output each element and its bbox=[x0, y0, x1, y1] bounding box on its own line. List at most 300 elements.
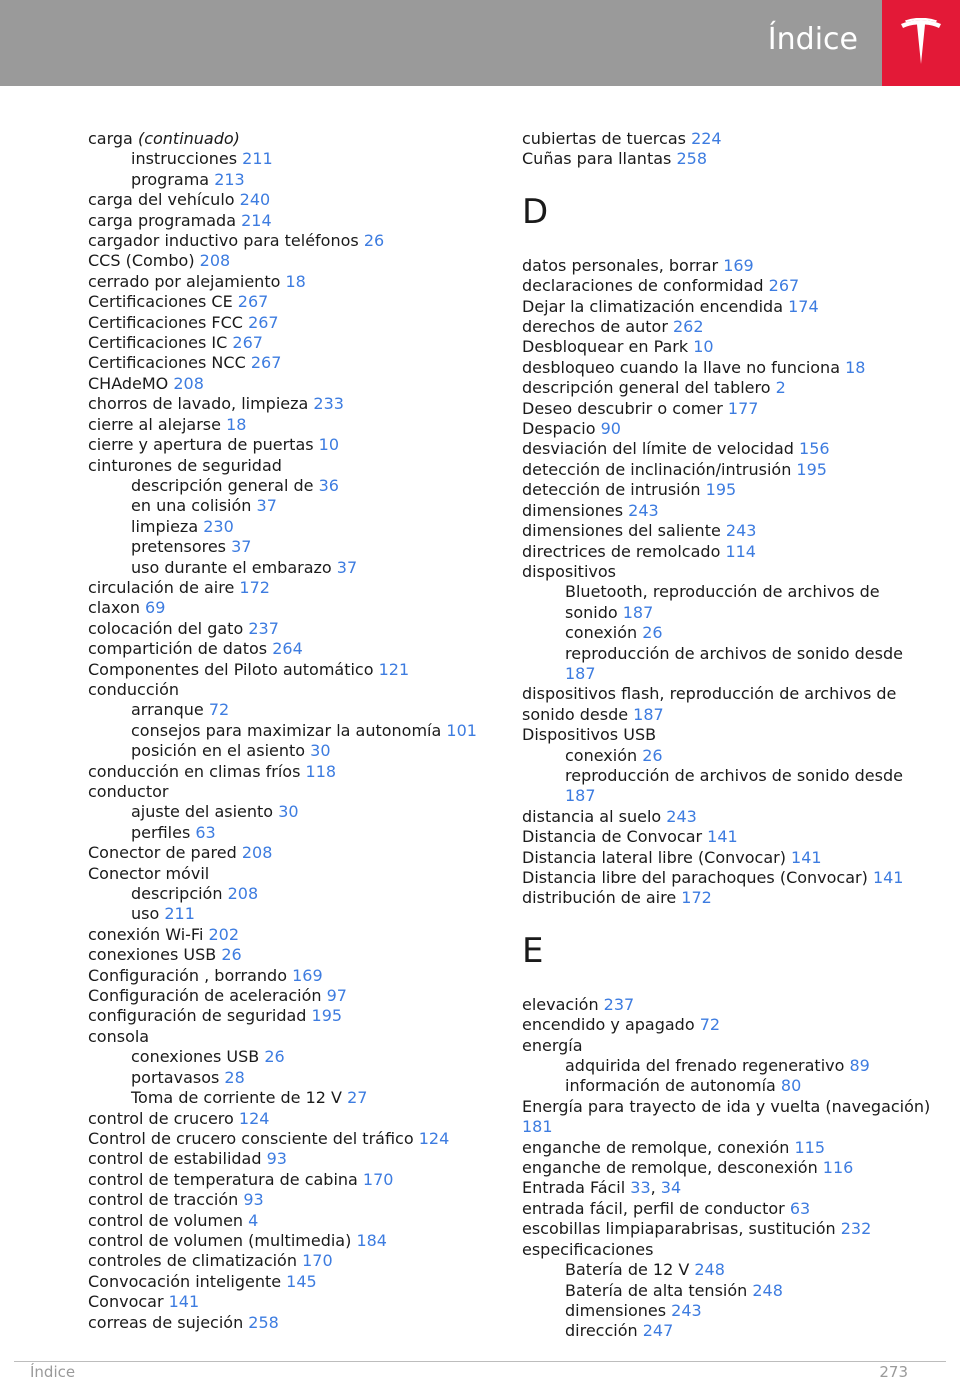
index-subentry bbox=[522, 1301, 932, 1321]
entry-term: directrices de remolcado bbox=[522, 541, 726, 561]
entry-term: cubiertas de tuercas bbox=[522, 129, 692, 148]
index-entry bbox=[522, 1036, 932, 1056]
index-entry bbox=[88, 272, 488, 292]
page-link[interactable]: 33 bbox=[630, 1178, 651, 1198]
index-entry bbox=[522, 542, 932, 562]
index-entry bbox=[88, 456, 488, 476]
index-subentry bbox=[522, 582, 932, 623]
index-entry bbox=[522, 995, 932, 1015]
entry-term: descripción bbox=[131, 884, 228, 904]
page-link[interactable]: 63 bbox=[195, 822, 216, 842]
page-link[interactable]: 208 bbox=[227, 884, 259, 904]
index-entry bbox=[88, 925, 488, 945]
footer-section-label: Índice bbox=[30, 1363, 76, 1381]
index-subentry bbox=[88, 823, 488, 843]
page-link[interactable]: 187 bbox=[633, 704, 664, 724]
entry-term: portavasos bbox=[131, 1067, 225, 1087]
page-link[interactable]: 26 bbox=[642, 745, 663, 765]
index-subentry bbox=[522, 1056, 932, 1076]
entry-term: encendido y apagado bbox=[522, 1015, 700, 1035]
page-link[interactable]: 267 bbox=[232, 333, 263, 353]
entry-term: distancia al suelo bbox=[522, 806, 667, 826]
index-subentry bbox=[88, 802, 488, 822]
page-link[interactable]: 230 bbox=[203, 516, 234, 536]
entry-term: instrucciones bbox=[131, 149, 243, 169]
page-link[interactable]: 69 bbox=[145, 598, 166, 618]
index-letter-heading: E bbox=[522, 930, 544, 971]
index-entry bbox=[522, 725, 932, 745]
index-entry bbox=[522, 1097, 932, 1138]
index-entry bbox=[88, 1313, 488, 1333]
entry-term: conductor bbox=[88, 782, 169, 801]
entry-term: control de estabilidad bbox=[88, 1149, 267, 1169]
page-link[interactable]: 37 bbox=[336, 557, 358, 577]
index-entry bbox=[88, 986, 488, 1006]
page-link[interactable]: 80 bbox=[780, 1076, 802, 1096]
entry-term: conexiones USB bbox=[131, 1047, 265, 1067]
entry-term: Conector de pared bbox=[88, 843, 242, 863]
entry-term: Batería de 12 V bbox=[565, 1260, 695, 1280]
page-link[interactable]: 195 bbox=[796, 459, 827, 479]
entry-term: dimensiones bbox=[522, 500, 629, 520]
entry-term: CCS (Combo) bbox=[88, 251, 200, 271]
entry-term: dimensiones del saliente bbox=[522, 521, 726, 541]
page-link[interactable]: 18 bbox=[285, 271, 306, 291]
page-link[interactable]: 30 bbox=[278, 802, 299, 822]
page-link[interactable]: 115 bbox=[794, 1137, 826, 1157]
index-entry bbox=[88, 578, 488, 598]
page-link[interactable]: 211 bbox=[164, 904, 195, 924]
page-link[interactable]: 26 bbox=[363, 231, 385, 251]
index-subentry bbox=[522, 1076, 932, 1096]
footer-page-number: 273 bbox=[879, 1363, 908, 1381]
entry-term: uso bbox=[131, 904, 165, 924]
entry-term: detección de intrusión bbox=[522, 480, 706, 500]
page-link[interactable]: 37 bbox=[256, 496, 277, 516]
index-entry bbox=[88, 129, 488, 149]
page-link[interactable]: 30 bbox=[310, 741, 331, 761]
index-entry bbox=[522, 868, 932, 888]
entry-term: posición en el asiento bbox=[131, 741, 311, 761]
entry-term: Conector móvil bbox=[88, 863, 210, 883]
entry-term: Dispositivos USB bbox=[522, 725, 657, 745]
entry-term: dispositivos flash, reproducción de archivos de sonido desde bbox=[522, 684, 897, 724]
page-link[interactable]: 63 bbox=[789, 1198, 811, 1218]
page-link[interactable]: 141 bbox=[872, 868, 904, 887]
page-link[interactable]: 184 bbox=[356, 1230, 387, 1250]
page-link[interactable]: 37 bbox=[231, 537, 252, 557]
index-subentry bbox=[522, 623, 932, 643]
page-link[interactable]: 124 bbox=[238, 1108, 270, 1128]
entry-term: información de autonomía bbox=[565, 1076, 781, 1096]
index-entry bbox=[88, 313, 488, 333]
entry-term: elevación bbox=[522, 994, 604, 1014]
index-subentry bbox=[522, 766, 932, 807]
index-entry bbox=[522, 337, 932, 357]
page-link[interactable]: 187 bbox=[565, 663, 596, 683]
index-subentry bbox=[88, 517, 488, 537]
entry-term: Deseo descubrir o comer bbox=[522, 398, 728, 418]
entry-term: dirección bbox=[565, 1321, 643, 1341]
index-subentry bbox=[88, 558, 488, 578]
entry-term: controles de climatización bbox=[88, 1251, 303, 1271]
entry-term: Convocar bbox=[88, 1292, 169, 1312]
entry-term: Distancia de Convocar bbox=[522, 827, 708, 847]
page-link[interactable]: 4 bbox=[248, 1210, 259, 1230]
index-entry bbox=[88, 1149, 488, 1169]
page-link[interactable]: 170 bbox=[302, 1251, 333, 1271]
page-link[interactable]: 26 bbox=[221, 945, 242, 965]
page-link[interactable]: 243 bbox=[725, 521, 757, 541]
index-entry bbox=[88, 966, 488, 986]
entry-term: Certificaciones CE bbox=[88, 292, 238, 312]
page-title: Índice bbox=[767, 22, 858, 57]
page-link[interactable]: 90 bbox=[600, 419, 621, 439]
index-entry bbox=[522, 480, 932, 500]
entry-term: energía bbox=[522, 1035, 583, 1055]
page-link[interactable]: 26 bbox=[642, 623, 663, 643]
index-entry bbox=[88, 435, 488, 455]
entry-term: Certificaciones FCC bbox=[88, 312, 249, 332]
index-entry bbox=[522, 439, 932, 459]
index-entry bbox=[522, 317, 932, 337]
page-link[interactable]: 247 bbox=[642, 1321, 674, 1341]
page-link[interactable]: 141 bbox=[791, 847, 822, 867]
entry-term: especificaciones bbox=[522, 1239, 654, 1259]
page-link[interactable]: 93 bbox=[243, 1190, 264, 1210]
entry-term: enganche de remolque, conexión bbox=[522, 1137, 795, 1157]
page-link[interactable]: 172 bbox=[239, 577, 270, 597]
page-link[interactable]: 248 bbox=[694, 1260, 725, 1280]
page-link[interactable]: 208 bbox=[173, 373, 204, 393]
index-entry bbox=[88, 1170, 488, 1190]
page-link[interactable]: 18 bbox=[226, 414, 247, 434]
page-link[interactable]: 237 bbox=[248, 618, 279, 638]
page-link[interactable]: 26 bbox=[264, 1047, 285, 1067]
index-entry bbox=[88, 1272, 488, 1292]
entry-term: Desbloquear en Park bbox=[522, 337, 694, 357]
index-subentry bbox=[88, 1047, 488, 1067]
page-link[interactable]: 264 bbox=[272, 639, 303, 659]
page-link[interactable]: 170 bbox=[362, 1169, 394, 1189]
index-subentry bbox=[88, 149, 488, 169]
entry-term: Entrada Fácil bbox=[522, 1178, 631, 1198]
entry-term: arranque bbox=[131, 700, 209, 720]
page-link[interactable]: 18 bbox=[845, 357, 866, 377]
index-entry bbox=[88, 864, 488, 884]
entry-term: conexiones USB bbox=[88, 945, 222, 965]
page-link[interactable]: 141 bbox=[168, 1292, 200, 1312]
index-entry bbox=[522, 1240, 932, 1260]
entry-term: circulación de aire bbox=[88, 577, 240, 597]
page-link[interactable]: 258 bbox=[676, 149, 707, 169]
entry-term: enganche de remolque, desconexión bbox=[522, 1158, 823, 1178]
index-entry bbox=[88, 1006, 488, 1026]
index-entry bbox=[88, 1211, 488, 1231]
index-subentry bbox=[88, 1068, 488, 1088]
entry-term: entrada fácil, perfil de conductor bbox=[522, 1198, 790, 1218]
page-link[interactable]: 101 bbox=[446, 720, 477, 740]
index-subentry bbox=[88, 1088, 488, 1108]
entry-term: detección de inclinación/intrusión bbox=[522, 459, 797, 479]
entry-term: conducción bbox=[88, 679, 179, 699]
page-link[interactable]: 114 bbox=[725, 541, 756, 561]
index-entry bbox=[88, 660, 488, 680]
entry-term: Despacio bbox=[522, 419, 601, 439]
index-subentry bbox=[88, 170, 488, 190]
entry-term: carga programada bbox=[88, 210, 242, 230]
page-link[interactable]: 202 bbox=[208, 924, 240, 944]
page-header bbox=[0, 0, 960, 86]
index-entry bbox=[88, 190, 488, 210]
entry-term: consejos para maximizar la autonomía bbox=[131, 720, 447, 740]
entry-term: control de temperatura de cabina bbox=[88, 1169, 363, 1189]
page-link[interactable]: 213 bbox=[214, 169, 245, 189]
index-entry bbox=[522, 297, 932, 317]
index-entry bbox=[88, 945, 488, 965]
index-entry bbox=[522, 888, 932, 908]
page-link[interactable]: 36 bbox=[318, 475, 339, 495]
page-link[interactable]: 187 bbox=[565, 786, 596, 806]
entry-term: conexión bbox=[565, 623, 643, 643]
index-entry bbox=[522, 807, 932, 827]
page-link[interactable]: 89 bbox=[849, 1056, 870, 1076]
page-link[interactable]: 72 bbox=[208, 700, 230, 720]
entry-term: Configuración de aceleración bbox=[88, 986, 327, 1006]
page-link[interactable]: 267 bbox=[237, 292, 269, 312]
index-subentry bbox=[88, 537, 488, 557]
page-link[interactable]: 237 bbox=[603, 994, 635, 1014]
entry-term: Bluetooth, reproducción de archivos de sonido bbox=[565, 582, 880, 622]
entry-term: descripción general del tablero bbox=[522, 378, 776, 398]
index-entry bbox=[88, 333, 488, 353]
index-subentry bbox=[522, 1281, 932, 1301]
index-entry bbox=[522, 129, 932, 149]
entry-continued-note: (continuado) bbox=[137, 129, 240, 148]
index-entry bbox=[88, 782, 488, 802]
index-entry bbox=[522, 521, 932, 541]
entry-term: escobillas limpiaparabrisas, sustitución bbox=[522, 1219, 841, 1239]
entry-term: Configuración , borrando bbox=[88, 965, 293, 985]
entry-term: cierre al alejarse bbox=[88, 414, 227, 434]
index-entry bbox=[88, 1129, 488, 1149]
index-entry bbox=[88, 1109, 488, 1129]
index-entry: Entrada Fácil 33, 34 bbox=[522, 1178, 682, 1198]
entry-term: control de volumen bbox=[88, 1210, 249, 1230]
page-link[interactable]: 97 bbox=[326, 986, 347, 1006]
entry-term: control de volumen (multimedia) bbox=[88, 1230, 357, 1250]
entry-term: desbloqueo cuando la llave no funciona bbox=[522, 357, 846, 377]
index-entry bbox=[88, 619, 488, 639]
index-column-right bbox=[522, 129, 932, 1342]
index-letter-heading: D bbox=[522, 191, 549, 232]
index-entry bbox=[88, 374, 488, 394]
entry-term: carga bbox=[88, 129, 138, 148]
page-link[interactable]: 10 bbox=[693, 337, 714, 357]
page-link[interactable]: 211 bbox=[242, 149, 273, 169]
index-entry bbox=[522, 378, 932, 398]
entry-term: chorros de lavado, limpieza bbox=[88, 394, 314, 414]
entry-term: Certificaciones IC bbox=[88, 333, 233, 353]
entry-term: colocación del gato bbox=[88, 618, 249, 638]
entry-term: claxon bbox=[88, 598, 146, 618]
index-subentry bbox=[522, 644, 932, 685]
entry-term: limpieza bbox=[131, 516, 204, 536]
index-entry bbox=[522, 1199, 932, 1219]
page-link[interactable]: 224 bbox=[691, 129, 722, 148]
page-link[interactable]: 10 bbox=[318, 435, 340, 455]
page-link[interactable]: 214 bbox=[241, 210, 272, 230]
page-link[interactable]: 93 bbox=[266, 1149, 287, 1169]
entry-term: Batería de alta tensión bbox=[565, 1280, 753, 1300]
entry-term: perfiles bbox=[131, 822, 196, 842]
index-entry bbox=[88, 1231, 488, 1251]
index-entry bbox=[88, 211, 488, 231]
index-entry bbox=[522, 848, 932, 868]
page-link[interactable]: 34 bbox=[660, 1178, 682, 1198]
page-link[interactable]: 267 bbox=[768, 276, 800, 296]
page-link[interactable]: 72 bbox=[699, 1015, 721, 1035]
entry-term: conducción en climas fríos bbox=[88, 761, 306, 781]
index-subentry bbox=[88, 904, 488, 924]
index-entry bbox=[88, 762, 488, 782]
index-entry bbox=[88, 231, 488, 251]
index-entry bbox=[522, 827, 932, 847]
entry-term: datos personales, borrar bbox=[522, 255, 724, 275]
entry-term: configuración de seguridad bbox=[88, 1006, 312, 1026]
entry-term: uso durante el embarazo bbox=[131, 557, 337, 577]
entry-term: CHAdeMO bbox=[88, 373, 174, 393]
entry-term: cierre y apertura de puertas bbox=[88, 435, 319, 455]
entry-term: programa bbox=[131, 169, 215, 189]
index-entry bbox=[522, 1158, 932, 1178]
index-entry bbox=[522, 358, 932, 378]
page-link[interactable]: 208 bbox=[241, 843, 273, 863]
page-link[interactable]: 118 bbox=[305, 761, 337, 781]
page-link[interactable]: 195 bbox=[311, 1006, 343, 1026]
page-link[interactable]: 174 bbox=[788, 296, 819, 316]
entry-term: dimensiones bbox=[565, 1300, 672, 1320]
tesla-logo-icon bbox=[899, 18, 943, 66]
page-link[interactable]: 240 bbox=[239, 190, 271, 210]
page-link[interactable]: 187 bbox=[622, 602, 654, 622]
index-subentry bbox=[88, 741, 488, 761]
page-link[interactable]: 177 bbox=[727, 398, 759, 418]
entry-term: Distancia libre del parachoques (Convocar) bbox=[522, 868, 873, 887]
page-link[interactable]: 243 bbox=[628, 500, 659, 520]
index-subentry bbox=[88, 476, 488, 496]
page-link[interactable]: 208 bbox=[199, 251, 231, 271]
index-subentry bbox=[88, 721, 488, 741]
index-subentry bbox=[88, 496, 488, 516]
page-link[interactable]: 145 bbox=[286, 1271, 317, 1291]
index-column-left bbox=[88, 129, 488, 1333]
index-entry bbox=[522, 276, 932, 296]
page-link[interactable]: 124 bbox=[418, 1128, 450, 1148]
index-subentry bbox=[522, 1321, 932, 1341]
entry-term: ajuste del asiento bbox=[131, 802, 279, 822]
page-link[interactable]: 172 bbox=[681, 888, 712, 908]
index-subentry bbox=[88, 700, 488, 720]
entry-term: Energía para trayecto de ida y vuelta (navegación) bbox=[522, 1096, 931, 1116]
index-entry bbox=[522, 562, 932, 582]
entry-term: cargador inductivo para teléfonos bbox=[88, 231, 364, 251]
page-link[interactable]: 28 bbox=[224, 1067, 245, 1087]
entry-term: reproducción de archivos de sonido desde bbox=[565, 765, 903, 785]
entry-term: Convocación inteligente bbox=[88, 1271, 287, 1291]
entry-term: Certificaciones NCC bbox=[88, 353, 251, 373]
page-link[interactable]: 2 bbox=[775, 378, 786, 398]
index-entry bbox=[522, 460, 932, 480]
index-entry bbox=[88, 394, 488, 414]
index-entry bbox=[522, 684, 932, 725]
index-entry bbox=[522, 1219, 932, 1239]
page-link[interactable]: 267 bbox=[248, 312, 279, 332]
index-entry bbox=[88, 598, 488, 618]
index-entry bbox=[88, 251, 488, 271]
page-link[interactable]: 156 bbox=[799, 439, 830, 459]
page-link[interactable]: 169 bbox=[292, 965, 323, 985]
entry-term: declaraciones de conformidad bbox=[522, 276, 769, 296]
entry-term: desviación del límite de velocidad bbox=[522, 439, 800, 459]
index-entry bbox=[88, 1251, 488, 1271]
index-entry bbox=[88, 680, 488, 700]
page-link[interactable]: 169 bbox=[723, 255, 754, 275]
entry-term: cerrado por alejamiento bbox=[88, 271, 286, 291]
entry-term: pretensores bbox=[131, 537, 232, 557]
entry-term: en una colisión bbox=[131, 496, 257, 516]
index-subentry bbox=[522, 746, 932, 766]
entry-term: Toma de corriente de 12 V bbox=[131, 1088, 348, 1108]
page-link[interactable]: 258 bbox=[248, 1312, 279, 1332]
entry-term: dispositivos bbox=[522, 561, 616, 581]
page-link[interactable]: 27 bbox=[347, 1088, 368, 1108]
index-entry bbox=[522, 1138, 932, 1158]
entry-term: adquirida del frenado regenerativo bbox=[565, 1056, 850, 1076]
page-link[interactable]: 262 bbox=[672, 317, 704, 337]
page-link[interactable]: 121 bbox=[378, 659, 410, 679]
page-link[interactable]: 243 bbox=[671, 1300, 702, 1320]
index-entry bbox=[88, 843, 488, 863]
page-link[interactable]: 233 bbox=[313, 394, 344, 414]
index-entry bbox=[88, 415, 488, 435]
index-subentry bbox=[522, 1260, 932, 1280]
entry-term: conexión bbox=[565, 745, 643, 765]
index-entry bbox=[88, 353, 488, 373]
index-entry bbox=[522, 501, 932, 521]
entry-term: Componentes del Piloto automático bbox=[88, 659, 379, 679]
index-entry bbox=[522, 149, 932, 169]
page-link[interactable]: 141 bbox=[707, 827, 738, 847]
index-subentry bbox=[88, 884, 488, 904]
page-link[interactable]: 243 bbox=[666, 806, 697, 826]
page-link[interactable]: 181 bbox=[522, 1117, 553, 1137]
index-entry bbox=[522, 256, 932, 276]
entry-term: control de tracción bbox=[88, 1190, 244, 1210]
entry-term: consola bbox=[88, 1026, 150, 1046]
page-link[interactable]: 267 bbox=[250, 353, 282, 373]
index-entry bbox=[522, 399, 932, 419]
entry-term: compartición de datos bbox=[88, 639, 273, 659]
page-link[interactable]: 116 bbox=[822, 1158, 854, 1178]
index-entry bbox=[88, 292, 488, 312]
page-link[interactable]: 195 bbox=[705, 480, 737, 500]
page-link[interactable]: 232 bbox=[840, 1219, 872, 1239]
footer-divider bbox=[14, 1361, 946, 1362]
index-entry bbox=[522, 419, 932, 439]
page-link[interactable]: 248 bbox=[752, 1280, 783, 1300]
entry-term: correas de sujeción bbox=[88, 1312, 249, 1332]
